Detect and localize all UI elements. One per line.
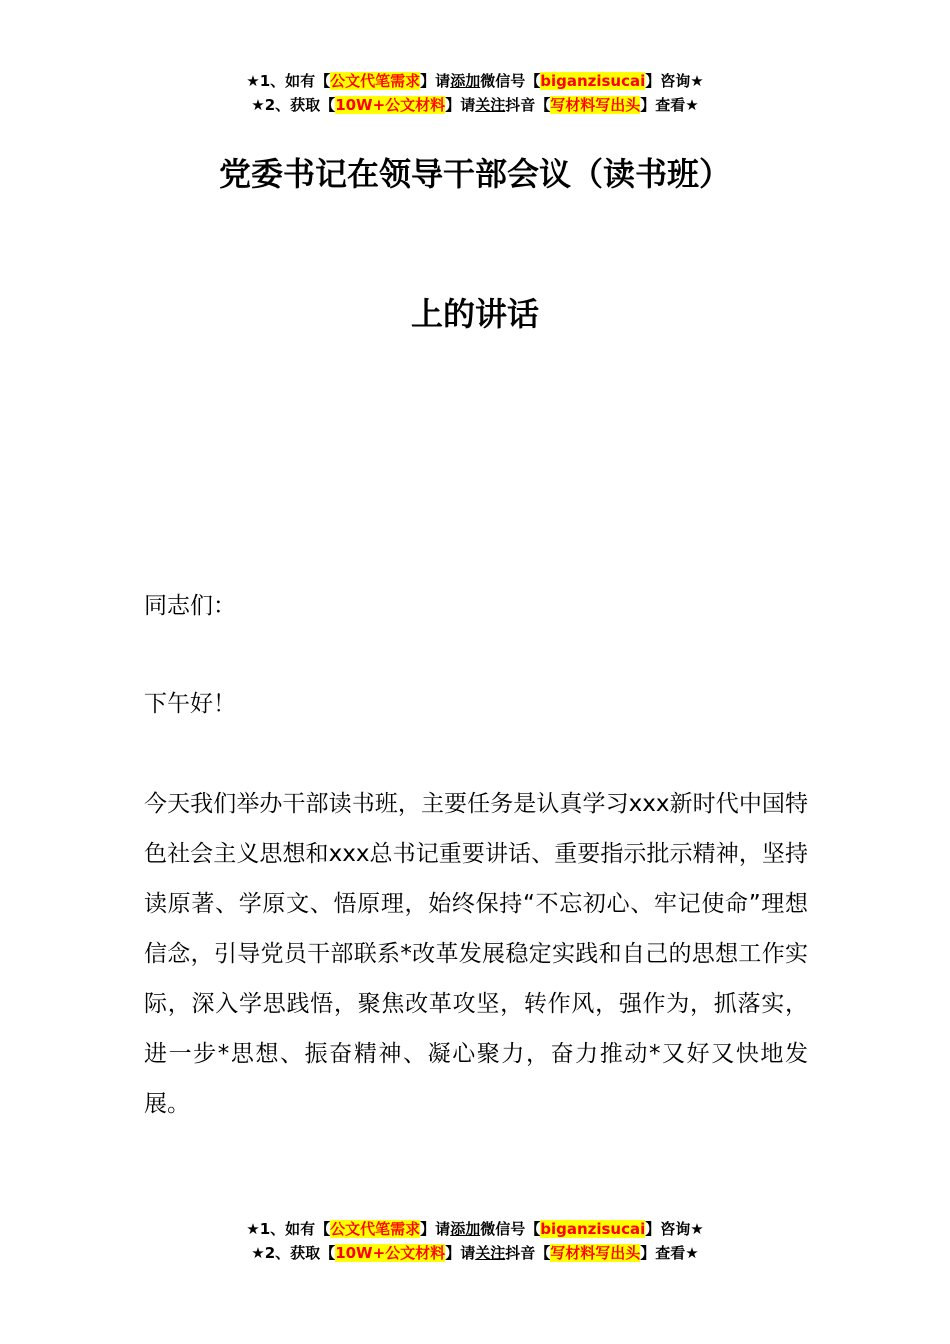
- banner-highlight: 公文代笔需求: [330, 72, 421, 90]
- top-banner: [0, 69, 950, 117]
- banner-highlight: 10W+公文材料: [335, 96, 446, 114]
- banner-line-2: ★2、获取【10W+公文材料】请关注抖音【写材料写出头】查看★: [251, 1244, 699, 1262]
- banner-wechat-id: biganzisucai: [540, 72, 646, 90]
- salutation: 同志们：: [144, 593, 236, 619]
- banner-line-1: ★1、如有【公文代笔需求】请添加微信号【biganzisucai】咨询★: [246, 72, 704, 90]
- banner-line-1: ★1、如有【公文代笔需求】请添加微信号【biganzisucai】咨询★: [246, 1220, 704, 1238]
- bottom-banner: [0, 1217, 950, 1265]
- body-paragraph: 今天我们举办干部读书班，主要任务是认真学习xxx新时代中国特色社会主义思想和xxx总书记重要讲话、重要指示批示精神，坚持读原著、学原文、悟原理，始终保持“不忘初心、牢记使命”理想信念，引导党员干部联系*改革发展稳定实践和自己的思想工作实际，深入学思践悟，聚焦改革攻坚，转作风，强作为，抓落实，进一步*思想、振奋精神、凝心聚力，奋力推动*又好又快地发展。: [144, 791, 808, 1117]
- banner-wechat-id: biganzisucai: [540, 1220, 646, 1238]
- document-title-line-1: 党委书记在领导干部会议（读书班）: [218, 155, 731, 193]
- document-title-line-2: 上的讲话: [410, 295, 539, 333]
- banner-line-2: ★2、获取【10W+公文材料】请关注抖音【写材料写出头】查看★: [251, 96, 699, 114]
- greeting: 下午好！: [144, 691, 236, 717]
- banner-highlight: 公文代笔需求: [330, 1220, 421, 1238]
- banner-highlight: 10W+公文材料: [335, 1244, 446, 1262]
- banner-douyin-id: 写材料写出头: [550, 1244, 641, 1262]
- banner-douyin-id: 写材料写出头: [550, 96, 641, 114]
